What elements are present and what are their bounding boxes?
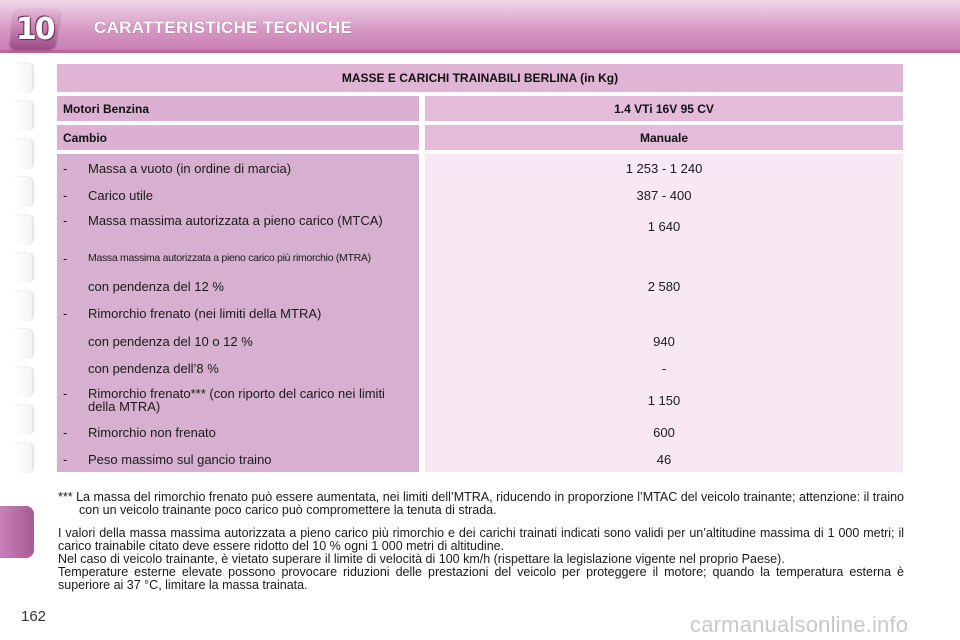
side-tab-11[interactable] [14,442,34,473]
side-tab-2[interactable] [14,100,34,131]
row-value: 1 150 [647,393,681,408]
gearbox-value: Manuale [425,125,903,150]
row-label: Massa massima autorizzata a pieno carico (MTCA) [88,213,383,228]
chapter-title: CARATTERISTICHE TECNICHE [94,18,353,37]
row-label: Rimorchio non frenato [88,425,216,440]
row-value: 46 [656,452,672,467]
row-label: Carico utile [88,188,154,203]
row-value: 940 [653,334,675,349]
row-label: Massa a vuoto (in ordine di marcia) [88,161,292,176]
gearbox-label: Cambio [57,125,419,150]
row-value: 2 580 [647,279,681,294]
table-title: MASSE E CARICHI TRAINABILI BERLINA (in Kg) [57,64,903,92]
table-labels-column: - Massa a vuoto (in ordine di marcia) - Carico utile - Massa massima autorizzata a pieno carico (MTCA) - Massa massima autorizzata a pieno carico più rimorchio (MTRA) con pendenza del 12 % - Rimorchio frenato (nei limiti della MTRA) con pendenza del 10 o 12 % con pendenza dell’8 % - Rimorchio frenato*** (con riporto del carico nei limiti della MTRA) - Rimorchio non frenato - Peso massimo sul gancio traino [57,154,419,472]
row-label: con pendenza del 12 % [88,279,224,294]
note-speed-limit: Nel caso di veicolo trainante, è vietato superare il limite di velocità di 100 km/h (rispettare la legislazione vigente nel proprio Paese). [58,552,785,566]
row-label: Peso massimo sul gancio traino [88,452,272,467]
side-tab-5[interactable] [14,214,34,245]
side-tab-active[interactable] [0,506,34,558]
row-value: 387 - 400 [636,188,692,203]
row-value: 1 640 [647,219,681,234]
table-values-column [425,154,903,472]
gearbox-row [57,125,903,150]
side-tab-8[interactable] [14,328,34,359]
row-label: Massa massima autorizzata a pieno carico più rimorchio (MTRA) [88,252,371,264]
row-value: - [661,361,667,376]
side-tab-3[interactable] [14,138,34,169]
side-tab-6[interactable] [14,252,34,283]
engine-row [57,96,903,121]
page-number: 162 [21,608,47,625]
watermark: carmanualsonline.info [690,612,909,637]
side-tab-1[interactable] [14,62,34,93]
side-tab-9[interactable] [14,366,34,397]
side-tab-7[interactable] [14,290,34,321]
row-value: 1 253 - 1 240 [625,161,703,176]
table-body [57,154,903,472]
row-value: 600 [653,425,675,440]
note-temperature: Temperature esterne elevate possono provocare riduzioni delle prestazioni del veicolo per proteggere il motore; quando la temperatura esterna è superiore ai 37 °C, limitare la massa trainata. [58,565,904,592]
side-tab-10[interactable] [14,404,34,435]
engine-label: Motori Benzina [57,96,419,121]
note-altitude: I valori della massa massima autorizzata a pieno carico più rimorchio e dei carichi trainati indicati sono validi per un’altitudine massima di 1 000 metri; il carico trainabile citato deve essere ridotto del 10 % ogni 1 000 metri di altitudine. [58,526,904,553]
chapter-number-badge [9,9,61,49]
footnote-triple-asterisk: *** La massa del rimorchio frenato può essere aumentata, nei limiti dell’MTRA, riducendo in proporzione l’MTAC del veicolo trainante; attenzione: il traino con un veicolo trainante poco carico può compromettere la tenuta di strada. [58,490,904,517]
row-label: Rimorchio frenato (nei limiti della MTRA) [88,306,322,321]
side-tab-4[interactable] [14,176,34,207]
row-label: con pendenza del 10 o 12 % [88,334,253,349]
towing-masses-table [57,64,903,472]
chapter-number: 10 [16,11,54,47]
row-label: Rimorchio frenato*** (con riporto del carico nei limiti della MTRA) [88,386,385,414]
header-divider [0,50,960,53]
row-label: con pendenza dell’8 % [88,361,219,376]
engine-value: 1.4 VTi 16V 95 CV [425,96,903,121]
footnotes [58,491,904,592]
